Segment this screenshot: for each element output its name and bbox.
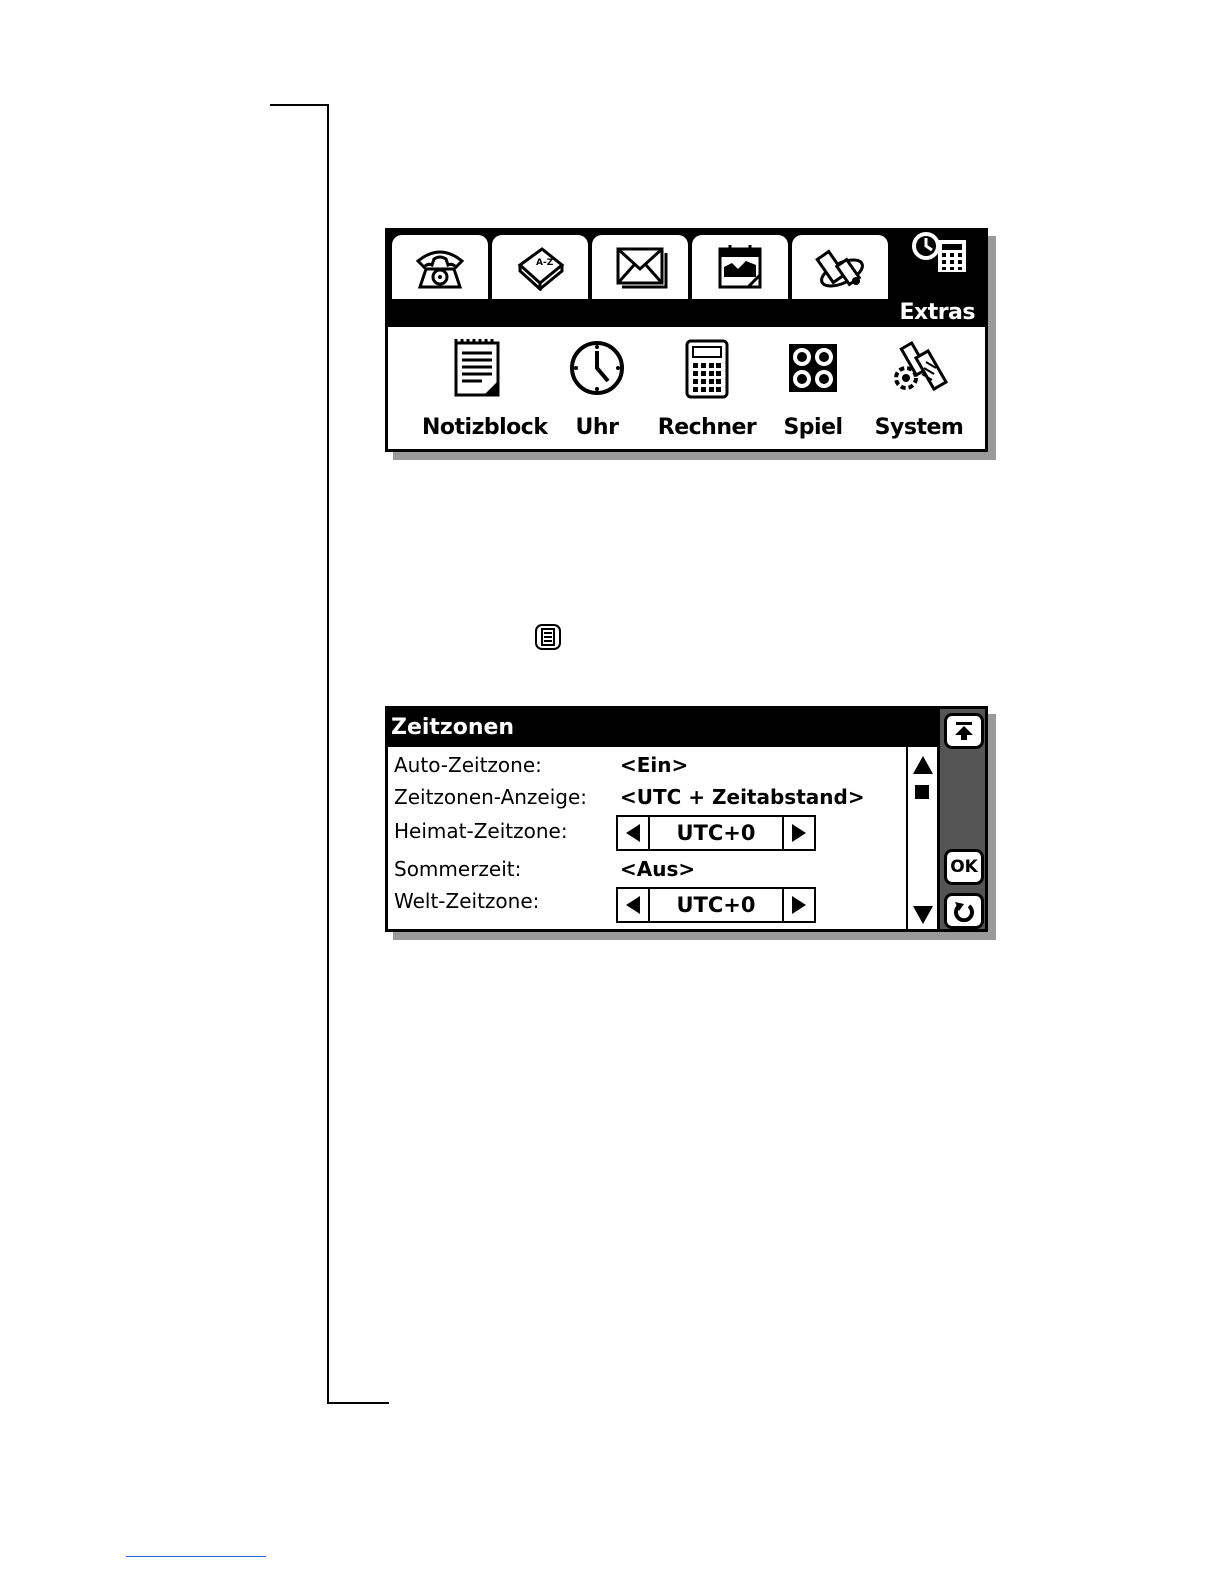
app-notizblock[interactable]	[422, 337, 548, 440]
envelope-icon	[612, 243, 668, 291]
notepad-icon	[448, 337, 506, 399]
welt-zeitzone-spinner[interactable]	[616, 887, 816, 923]
left-arrow-icon	[624, 895, 642, 915]
app-uhr[interactable]	[542, 337, 652, 440]
scrollbar[interactable]	[906, 747, 937, 929]
heimat-zeitzone-spinner[interactable]	[616, 815, 816, 851]
scroll-thumb[interactable]	[915, 785, 929, 799]
right-arrow-icon	[790, 895, 808, 915]
game-icon	[787, 342, 839, 394]
active-tab-label: Extras	[899, 300, 975, 325]
zeitzonen-dialog	[385, 706, 988, 932]
app-label: Rechner	[657, 415, 757, 440]
setting-label: Welt-Zeitzone:	[394, 889, 540, 913]
setting-value[interactable]: <UTC + Zeitabstand>	[620, 785, 865, 809]
svg-text:A-Z: A-Z	[536, 258, 554, 268]
tab-telephone[interactable]	[392, 235, 488, 299]
menu-key-icon	[534, 623, 562, 651]
spinner-right-button[interactable]	[782, 817, 814, 849]
app-spiel[interactable]	[758, 337, 868, 440]
spinner-left-button[interactable]	[618, 817, 650, 849]
back-arrow-icon	[953, 900, 975, 922]
right-arrow-icon	[790, 823, 808, 843]
spinner-value: UTC+0	[676, 821, 756, 845]
calendar-icon	[712, 243, 768, 291]
footer-line	[126, 1556, 266, 1557]
app-rechner[interactable]	[652, 337, 762, 440]
launcher-screen	[385, 228, 988, 452]
tab-calendar[interactable]	[692, 235, 788, 299]
setting-label: Sommerzeit:	[394, 857, 522, 881]
margin-line-bottom	[327, 1402, 389, 1404]
system-icon	[888, 340, 950, 396]
setting-label: Auto-Zeitzone:	[394, 753, 542, 777]
telephone-icon	[412, 243, 468, 291]
spinner-left-button[interactable]	[618, 889, 650, 921]
back-button[interactable]	[944, 893, 984, 929]
tab-connectivity[interactable]	[792, 235, 888, 299]
scroll-down-icon[interactable]	[912, 905, 934, 925]
setting-value[interactable]: <Ein>	[620, 753, 689, 777]
setting-label: Zeitzonen-Anzeige:	[394, 785, 588, 809]
settings-list	[388, 747, 908, 929]
margin-line-top	[270, 104, 329, 106]
scroll-up-icon[interactable]	[912, 755, 934, 775]
collapse-button[interactable]	[944, 713, 984, 749]
address-book-icon	[512, 243, 568, 291]
tab-address-book[interactable]	[492, 235, 588, 299]
ok-button[interactable]: OK	[944, 849, 984, 885]
title-band	[388, 299, 985, 327]
dialog-title: Zeitzonen	[388, 709, 937, 747]
upload-arrow-icon	[953, 720, 975, 742]
app-system[interactable]	[864, 337, 974, 440]
tab-extras[interactable]	[892, 231, 988, 271]
app-grid	[388, 331, 985, 449]
tab-messages[interactable]	[592, 235, 688, 299]
clock-calculator-icon	[908, 230, 972, 272]
setting-value[interactable]: <Aus>	[620, 857, 696, 881]
clock-icon	[568, 337, 626, 399]
setting-label: Heimat-Zeitzone:	[394, 819, 568, 843]
tab-bar	[388, 231, 985, 303]
app-label: System	[874, 415, 964, 440]
calculator-icon	[681, 337, 733, 399]
app-label: Notizblock	[422, 415, 548, 440]
margin-line	[327, 104, 329, 1404]
left-arrow-icon	[624, 823, 642, 843]
phone-satellite-icon	[812, 243, 868, 291]
spinner-value: UTC+0	[676, 893, 756, 917]
app-label: Uhr	[575, 415, 619, 440]
spinner-right-button[interactable]	[782, 889, 814, 921]
app-label: Spiel	[783, 415, 843, 440]
soft-key-panel	[937, 709, 985, 929]
